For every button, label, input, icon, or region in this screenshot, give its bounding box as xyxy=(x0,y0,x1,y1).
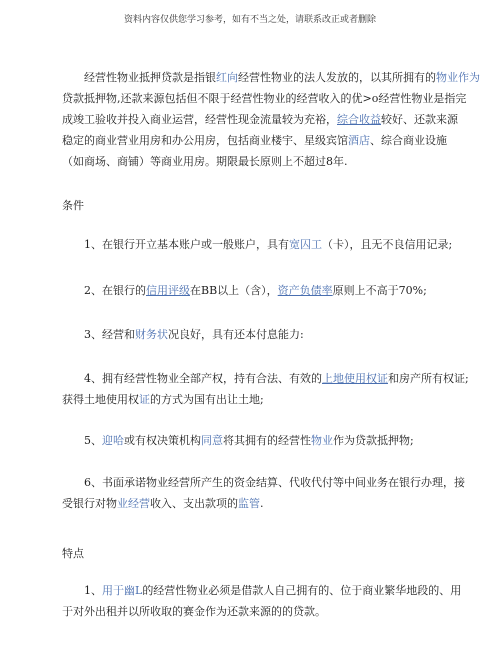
text-run: 稳定的商业营业用房和办公用房，包括商业楼宇、星级宾馆 xyxy=(62,134,348,147)
text-run: 3、经营和 xyxy=(84,328,135,341)
condition-line xyxy=(62,389,442,410)
highlighted-term: 财务状 xyxy=(135,328,168,341)
condition-line xyxy=(62,324,442,345)
intro-line xyxy=(62,67,480,88)
hyperlink-term[interactable]: 上地使用权证 xyxy=(322,372,388,385)
condition-line xyxy=(62,472,465,493)
condition-item-1 xyxy=(62,234,453,255)
text-run: 1、在银行开立基本账户或一般账户，具有 xyxy=(84,238,289,251)
text-run: 在BB以上（含）， xyxy=(190,284,278,297)
text-run: 原则上不高于70%; xyxy=(332,284,427,297)
text-run: 获得土地使用权 xyxy=(62,393,139,406)
text-run: （如商场、商铺）等商业用房。期限最长原则上不超过8年. xyxy=(62,155,348,168)
highlighted-term: 物业 xyxy=(311,434,333,447)
highlighted-term: 同意 xyxy=(201,434,223,447)
feature-line xyxy=(62,580,462,601)
text-run: 6、书面承诺物业经营所产生的资金结算、代收代付等中间业务在银行办理，接 xyxy=(84,476,465,489)
highlighted-term: 宽囚工 xyxy=(289,238,322,251)
feature-item-1 xyxy=(62,580,462,622)
text-run: 1、 xyxy=(84,584,102,597)
text-run: 况良好，具有还本付息能力: xyxy=(168,328,304,341)
conditions-heading: 条件 xyxy=(62,199,84,212)
text-run: 4、拥有经营性物业全部产权，持有合法、有效的 xyxy=(84,372,322,385)
condition-item-5 xyxy=(62,430,442,451)
text-run: 经营性物业的法人发放的，以其所拥有的 xyxy=(238,71,436,84)
text-run: 5、 xyxy=(84,434,102,447)
condition-item-3 xyxy=(62,324,442,345)
text-run: 收入、支出款项的 xyxy=(150,497,238,510)
text-run: （卡），且无不良信用记录; xyxy=(322,238,453,251)
condition-item-2 xyxy=(62,280,442,301)
highlighted-term: 业经营 xyxy=(117,497,150,510)
text-run: 的方式为国有出让土地; xyxy=(150,393,264,406)
condition-item-4 xyxy=(62,368,469,410)
text-run: 贷款抵押物,还款来源包括但不限于经营性物业的经营收入的优>o经营性物业是指完 xyxy=(62,92,467,105)
text-run: . xyxy=(260,497,264,510)
text-run: 于对外出租并以所收取的赛金作为还款来源的的贷款。 xyxy=(62,605,326,618)
hyperlink-term[interactable]: 资产负债率 xyxy=(277,284,333,297)
text-run: 作为贷款抵押物; xyxy=(333,434,414,447)
intro-line xyxy=(62,130,447,151)
text-run: 成竣工验收并投入商业运营，经营性现金流量较为充裕， xyxy=(62,113,337,126)
condition-line xyxy=(62,430,442,451)
highlighted-term: 证 xyxy=(139,393,150,406)
highlighted-term: 用于幽L xyxy=(102,584,143,597)
condition-line xyxy=(62,368,469,389)
intro-line xyxy=(62,88,467,109)
highlighted-term: 酒店 xyxy=(348,134,370,147)
highlighted-term: 红向 xyxy=(216,71,238,84)
text-run: 或有权决策机构 xyxy=(124,434,201,447)
condition-line xyxy=(62,493,442,514)
features-heading: 特点 xyxy=(62,547,84,560)
text-run: 受银行对物 xyxy=(62,497,117,510)
hyperlink-term[interactable]: 信用评级 xyxy=(146,284,190,297)
text-run: 和房产所有权证; xyxy=(388,372,469,385)
text-run: 的经营性物业必须是借款人自己拥有的、位于商业繁华地段的、用 xyxy=(142,584,462,597)
text-run: 、综合商业设施 xyxy=(370,134,447,147)
highlighted-term: 监管 xyxy=(238,497,260,510)
intro-line xyxy=(62,151,442,172)
text-run: 较好、还款来源 xyxy=(381,113,458,126)
header-disclaimer: 资料内容仅供您学习参考，如有不当之处，请联系改正或者删除 xyxy=(123,15,376,25)
condition-line xyxy=(62,234,453,255)
text-run: 将其拥有的经营性 xyxy=(223,434,311,447)
highlighted-term: 物业作为 xyxy=(436,71,480,84)
intro-line xyxy=(62,109,458,130)
text-run: 2、在银行的 xyxy=(84,284,146,297)
condition-item-6 xyxy=(62,472,465,514)
condition-line xyxy=(62,280,442,301)
text-run: 经营性物业抵押贷款是指银 xyxy=(84,71,216,84)
highlighted-term: 迎哈 xyxy=(102,434,124,447)
intro-paragraph xyxy=(62,67,480,172)
feature-line xyxy=(62,601,442,622)
hyperlink-term[interactable]: 综合收益 xyxy=(337,113,381,126)
